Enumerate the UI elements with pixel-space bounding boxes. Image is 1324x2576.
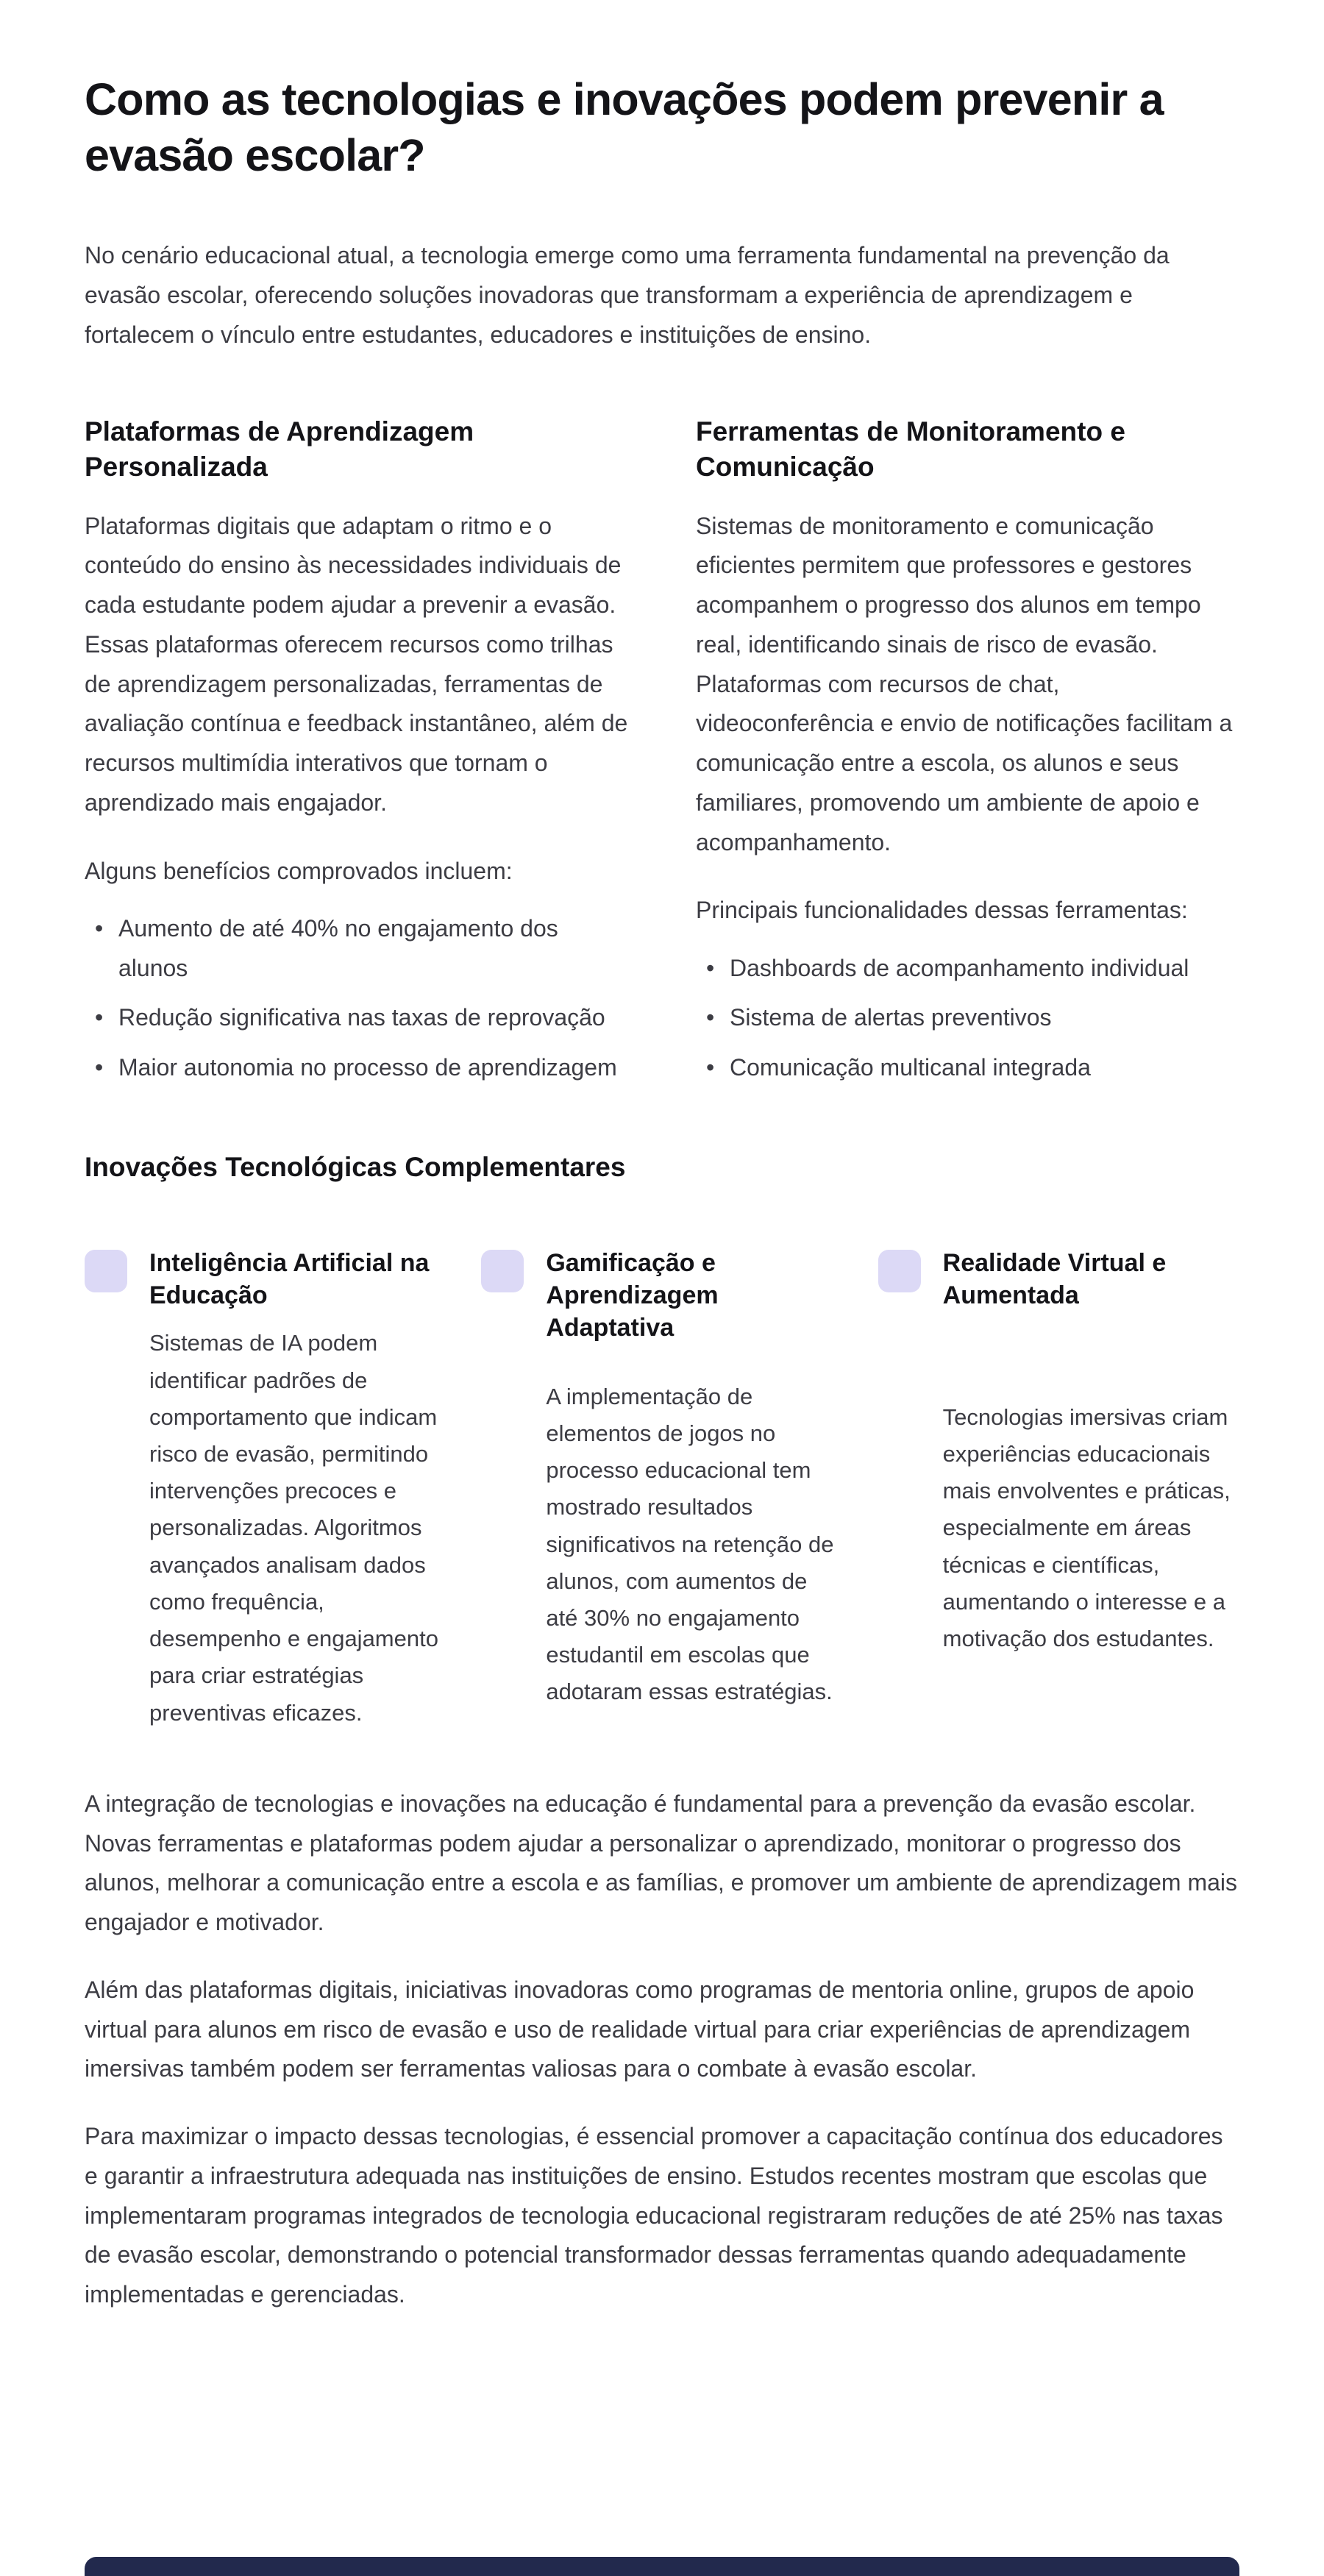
gamification-icon: [481, 1250, 524, 1292]
list-item: • Maior autonomia no processo de aprendizagem: [85, 1048, 628, 1088]
list-lead: Alguns benefícios comprovados incluem:: [85, 857, 513, 884]
card-title: Inteligência Artificial na Educação: [149, 1248, 430, 1310]
benefits-list: [85, 909, 628, 1088]
conclusion-paragraph: Além das plataformas digitais, iniciativas inovadoras como programas de mentoria online, grupos de apoio virtual para alunos em risco de evasão e uso de realidade virtual para criar experiências de aprendizagem imersivas também podem ser ferramentas valiosas para o combate à evasão escolar.: [85, 1976, 1195, 2082]
two-column-section: [85, 414, 1239, 1098]
card-virtual-reality: [878, 1247, 1239, 1732]
list-item: • Dashboards de acompanhamento individual: [696, 949, 1239, 989]
ai-icon: [85, 1250, 127, 1292]
card-body: Tecnologias imersivas criam experiências educacionais mais envolventes e práticas, especialmente em áreas técnicas e científicas, aumentando o interesse e a motivação dos estudantes.: [942, 1403, 1231, 1652]
card-body: A implementação de elementos de jogos no processo educacional tem mostrado resultados significativos na retenção de alunos, com aumentos de até 30% no engajamento estudantil em escolas que adotaram essas estratégias.: [546, 1383, 834, 1705]
conclusion-paragraph: A integração de tecnologias e inovações na educação é fundamental para a prevenção da evasão escolar. Novas ferramentas e plataformas podem ajudar a personalizar o aprendizado, monitorar o progresso dos alunos, melhorar a comunicação entre a escola e as famílias, e promover um ambiente de aprendizagem mais engajador e motivador.: [85, 1790, 1238, 1935]
list-item: • Sistema de alertas preventivos: [696, 998, 1239, 1038]
innovation-cards: [85, 1247, 1239, 1732]
conclusion-section: [85, 1785, 1239, 2315]
column-monitoring-tools: [696, 414, 1239, 1098]
column-personalized-learning: [85, 414, 628, 1098]
list-item: • Aumento de até 40% no engajamento dos alunos: [85, 909, 628, 989]
card-ai-education: [85, 1247, 446, 1732]
intro-paragraph: No cenário educacional atual, a tecnologia emerge como uma ferramenta fundamental na prevenção da evasão escolar, oferecendo soluções inovadoras que transformam a experiência de aprendizagem e fortalecem o vínculo entre estudantes, educadores e instituições de ensino.: [85, 242, 1170, 348]
column-body: Plataformas digitais que adaptam o ritmo e o conteúdo do ensino às necessidades individuais de cada estudante podem ajudar a prevenir a evasão. Essas plataformas oferecem recursos como trilhas de aprendizagem personalizadas, ferramentas de avaliação contínua e feedback instantâneo, além de recursos multimídia interativos que tornam o aprendizado mais engajador.: [85, 512, 628, 816]
features-list: [696, 949, 1239, 1088]
list-item: • Redução significativa nas taxas de reprovação: [85, 998, 628, 1038]
card-body: Sistemas de IA podem identificar padrões de comportamento que indicam risco de evasão, permitindo intervenções precoces e personalizadas. Algoritmos avançados analisam dados como frequência, desempenho e engajamento para criar estratégias preventivas eficazes.: [149, 1330, 438, 1726]
column-heading: Plataformas de Aprendizagem Personalizada: [85, 416, 474, 482]
innovations-heading: Inovações Tecnológicas Complementares: [85, 1151, 626, 1182]
card-gamification: [481, 1247, 842, 1732]
conclusion-paragraph: Para maximizar o impacto dessas tecnologias, é essencial promover a capacitação contínua dos educadores e garantir a infraestrutura adequada nas instituições de ensino. Estudos recentes mostram que escolas que implementaram programas integrados de tecnologia educacional registraram reduções de até 25% nas taxas de evasão escolar, demonstrando o potencial transformador dessas ferramentas quando adequadamente implementadas e gerenciadas.: [85, 2123, 1223, 2308]
card-title: Realidade Virtual e Aumentada: [942, 1248, 1167, 1310]
list-lead: Principais funcionalidades dessas ferramentas:: [696, 897, 1188, 924]
card-title: Gamificação e Aprendizagem Adaptativa: [546, 1248, 719, 1342]
page-title: Como as tecnologias e inovações podem prevenir a evasão escolar?: [85, 74, 1164, 180]
vr-icon: [878, 1250, 921, 1292]
list-item: • Comunicação multicanal integrada: [696, 1048, 1239, 1088]
column-heading: Ferramentas de Monitoramento e Comunicação: [696, 416, 1125, 482]
column-body: Sistemas de monitoramento e comunicação eficientes permitem que professores e gestores acompanhem o progresso dos alunos em tempo real, identificando sinais de risco de evasão. Plataformas com recursos de chat, videoconferência e envio de notificações facilitam a comunicação entre a escola, os alunos e seus familiares, promovendo um ambiente de apoio e acompanhamento.: [696, 512, 1233, 855]
footer-bar: [85, 2557, 1239, 2576]
